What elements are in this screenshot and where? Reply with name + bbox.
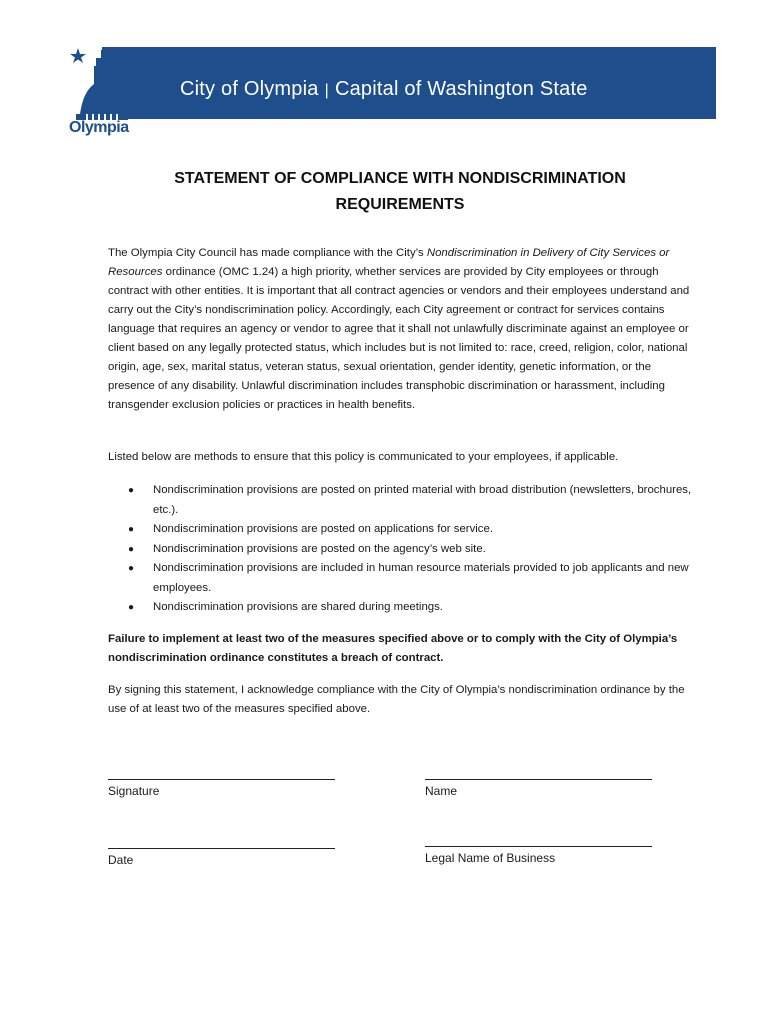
list-item	[108, 520, 698, 540]
ordinance-name: Nondiscrimination in Delivery of City Services or Resources	[108, 247, 670, 278]
date-line[interactable]	[108, 848, 335, 849]
method-text: Nondiscrimination provisions are posted on applications for service.	[153, 523, 493, 535]
bullet-icon: ●	[128, 485, 135, 496]
header-subtitle: Capital of Washington State	[334, 78, 588, 100]
name-line[interactable]	[425, 779, 652, 780]
bullet-icon: ●	[128, 602, 135, 613]
city-name: City of Olympia	[180, 78, 319, 100]
business-name-label: Legal Name of Business	[425, 851, 556, 865]
acknowledgement-paragraph: By signing this statement, I acknowledge compliance with the City of Olympia’s nondiscrimination ordinance by the use of at least two of the measures specified above.	[108, 684, 685, 715]
header-separator: |	[324, 82, 329, 99]
method-text: Nondiscrimination provisions are posted on the agency’s web site.	[153, 542, 486, 555]
name-label: Name	[425, 784, 458, 798]
method-text: Nondiscrimination provisions are shared during meetings.	[153, 601, 443, 613]
intro-part-2: ordinance (OMC 1.24) a high priority, whether services are provided by City employees or through contract with other entities. It is important that all contract agencies or vendors and their employees understand and carry out the City’s nondiscrimination policy. Accordingly, each City agreement or contract for services contains language that requires an agency or vendor to agree that it shall not unlawfully discriminate against an employee or client based on any legally protected status, which includes but is not limited to: race, creed, religion, color, national origin, age, sex, marital status, veteran status, sexual orientation, gender identity, genetic information, or the presence of any disability. Unlawful discrimination includes transphobic discrimination or harassment, including transgender exclusion policies or practices in health benefits.	[108, 266, 690, 411]
list-item	[108, 598, 698, 618]
method-text: Nondiscrimination provisions are posted on printed material with broad distribution (newsletters, brochures, etc.).	[153, 484, 692, 516]
intro-paragraph	[108, 244, 698, 415]
method-text: Nondiscrimination provisions are included in human resource materials provided to job applicants and new employees.	[153, 562, 689, 594]
bullet-icon: ●	[128, 524, 135, 535]
logo-wordmark: Olympia	[69, 119, 129, 136]
document-title-line-1: STATEMENT OF COMPLIANCE WITH NONDISCRIMINATION	[174, 170, 626, 187]
list-item	[108, 540, 698, 560]
bullet-icon: ●	[128, 563, 135, 574]
signature-label: Signature	[108, 784, 160, 798]
list-item	[108, 559, 698, 598]
methods-intro: Listed below are methods to ensure that this policy is communicated to your employees, if applicable.	[108, 451, 619, 463]
list-item	[108, 481, 698, 520]
business-name-line[interactable]	[425, 846, 652, 847]
star-icon	[70, 48, 86, 63]
signature-line[interactable]	[108, 779, 335, 780]
bullet-icon: ●	[128, 543, 135, 555]
document-title-line-2: REQUIREMENTS	[335, 196, 465, 213]
date-label: Date	[108, 853, 134, 867]
header-title	[180, 78, 588, 101]
methods-list	[108, 481, 698, 618]
document-title	[100, 166, 700, 218]
intro-part-1: The Olympia City Council has made compliance with the City’s	[108, 247, 427, 259]
breach-warning: Failure to implement at least two of the measures specified above or to comply with the City of Olympia’s nondiscrimination ordinance constitutes a breach of contract.	[108, 633, 678, 664]
